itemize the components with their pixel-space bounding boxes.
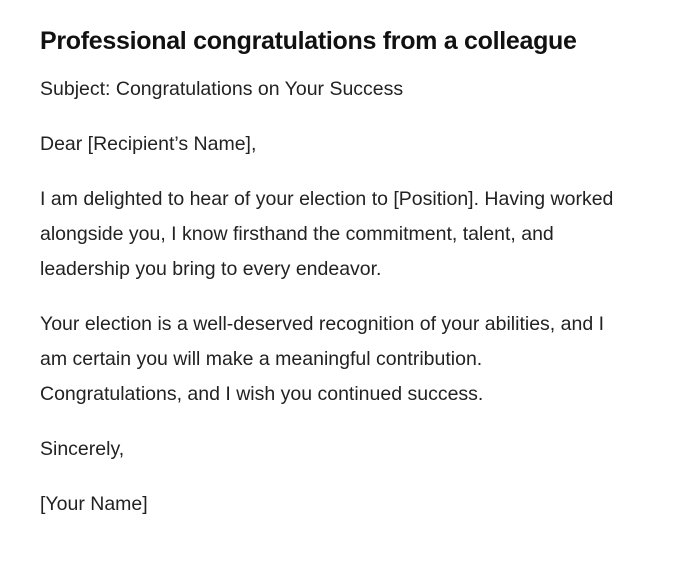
letter-paragraph-1: I am delighted to hear of your election to [Position]. Having worked alongside you, I know firsthand the commitment, talent, and leadership you bring to every endeavor. — [40, 188, 614, 280]
letter-signature: [Your Name] — [40, 493, 148, 515]
document-title: Professional congratulations from a colleague — [40, 27, 577, 55]
letter-salutation: Dear [Recipient’s Name], — [40, 133, 257, 155]
letter-closing: Sincerely, — [40, 438, 125, 460]
email-subject-line: Subject: Congratulations on Your Success — [40, 78, 404, 100]
letter-paragraph-2: Your election is a well-deserved recognition of your abilities, and I am certain you will make a meaningful contribution. Congratulations, and I wish you continued success. — [40, 313, 605, 405]
